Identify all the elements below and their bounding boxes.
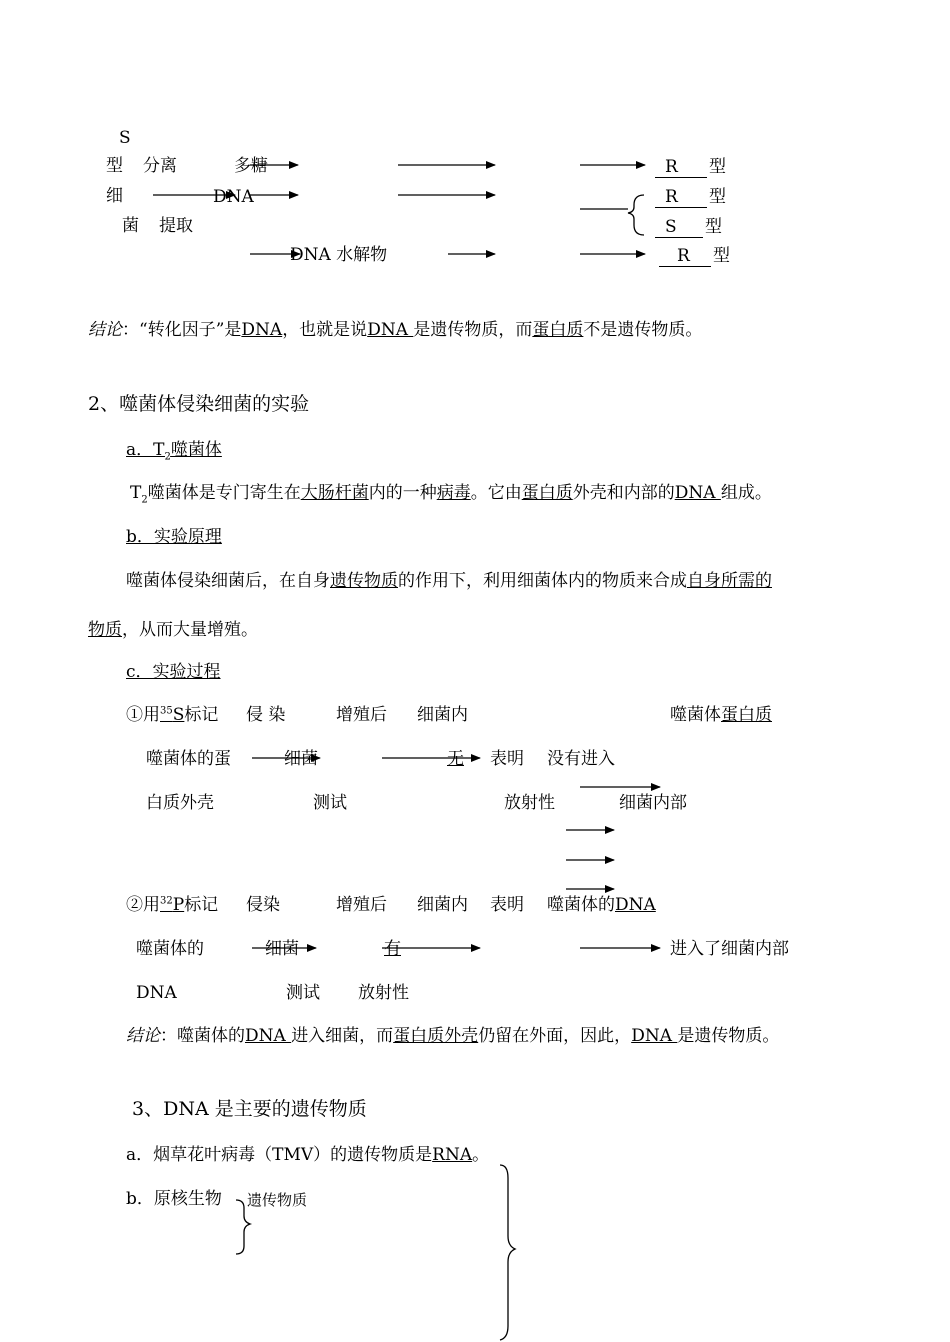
exp2-row2-d: 进入了细菌内部 <box>670 939 789 959</box>
exp1-infect: 侵 染 <box>246 705 286 725</box>
exp2-phage-dna: 噬菌体的DNA <box>547 895 656 915</box>
result-2: R 型 <box>655 187 726 208</box>
label-s: S <box>119 128 131 148</box>
section-3-b-small: 遗传物质 <box>247 1191 308 1209</box>
label-dna: DNA <box>213 187 254 207</box>
exp2-row2-b: 细菌 <box>265 939 299 959</box>
paragraph-b-line2: 物质，从而大量增殖。 <box>88 620 258 640</box>
exp1-multiply: 增殖后 <box>336 705 387 725</box>
heading-a: a．$T_2$噬菌体 <box>126 440 222 463</box>
label-fenli: 分离 <box>143 156 177 176</box>
exp1-row3-c: 放射性 <box>504 793 555 813</box>
exp1-row2-d: 表明 <box>490 749 524 769</box>
section-3-title: 3、DNA 是主要的遗传物质 <box>132 1098 367 1120</box>
section-2-title: 2、噬菌体侵染细菌的实验 <box>88 393 310 415</box>
label-dna-hydrolysate: DNA 水解物 <box>290 245 388 265</box>
exp2-row3-a: DNA <box>136 983 177 1003</box>
label-tiqu: 提取 <box>159 216 193 236</box>
conclusion-2: 结论：噬菌体的DNA 进入细菌，而蛋白质外壳仍留在外面，因此，DNA 是遗传物质。 <box>126 1026 780 1046</box>
label-jun: 菌 <box>122 216 139 236</box>
paragraph-b-line1: 噬菌体侵染细菌后，在自身遗传物质的作用下，利用细菌体内的物质来合成自身所需的 <box>126 571 772 591</box>
exp1-row2-b: 细菌 <box>284 749 318 769</box>
label-duotang: 多糖 <box>234 156 268 176</box>
exp2-row2-c: 有 <box>384 939 401 959</box>
exp1-row3-b: 测试 <box>313 793 347 813</box>
section-3-b: b．原核生物 <box>126 1189 222 1209</box>
exp1-row2-c: 无 <box>447 749 464 769</box>
exp2-multiply: 增殖后 <box>336 895 387 915</box>
exp2-row3-c: 放射性 <box>358 983 409 1003</box>
exp1-row3-d: 细菌内部 <box>619 793 687 813</box>
exp1-line1-left: ①用$^{35}$S标记 <box>126 705 219 725</box>
heading-b: b．实验原理 <box>126 527 222 547</box>
exp2-infect: 侵染 <box>246 895 280 915</box>
result-1: R 型 <box>655 157 726 178</box>
result-3: S 型 <box>655 217 722 238</box>
brace <box>628 195 644 235</box>
exp2-row2-a: 噬菌体的 <box>136 939 204 959</box>
label-xi: 细 <box>106 186 123 206</box>
heading-c: c．实验过程 <box>126 662 221 682</box>
conclusion-1: 结论：“转化因子”是DNA，也就是说DNA 是遗传物质，而蛋白质不是遗传物质。 <box>88 320 703 340</box>
exp2-line1-left: ②用$^{32}$P标记 <box>126 895 219 915</box>
exp1-row2-e: 没有进入 <box>547 749 615 769</box>
result-4: R 型 <box>659 246 730 267</box>
exp1-in-bacteria: 细菌内 <box>417 705 468 725</box>
exp1-phage-protein: 噬菌体蛋白质 <box>670 705 772 725</box>
exp2-indicates: 表明 <box>490 895 524 915</box>
section-3-a: a．烟草花叶病毒（TMV）的遗传物质是RNA。 <box>126 1145 490 1165</box>
exp2-in-bacteria: 细菌内 <box>417 895 468 915</box>
exp2-row3-b: 测试 <box>286 983 320 1003</box>
exp1-row3-a: 白质外壳 <box>146 793 214 813</box>
paragraph-a: $T_2$噬菌体是专门寄生在大肠杆菌内的一种病毒。它由蛋白质外壳和内部的DNA 组成。 <box>130 483 772 506</box>
label-xing: 型 <box>106 156 123 176</box>
brace <box>500 1165 515 1340</box>
exp1-row2-a: 噬菌体的蛋 <box>146 749 231 769</box>
